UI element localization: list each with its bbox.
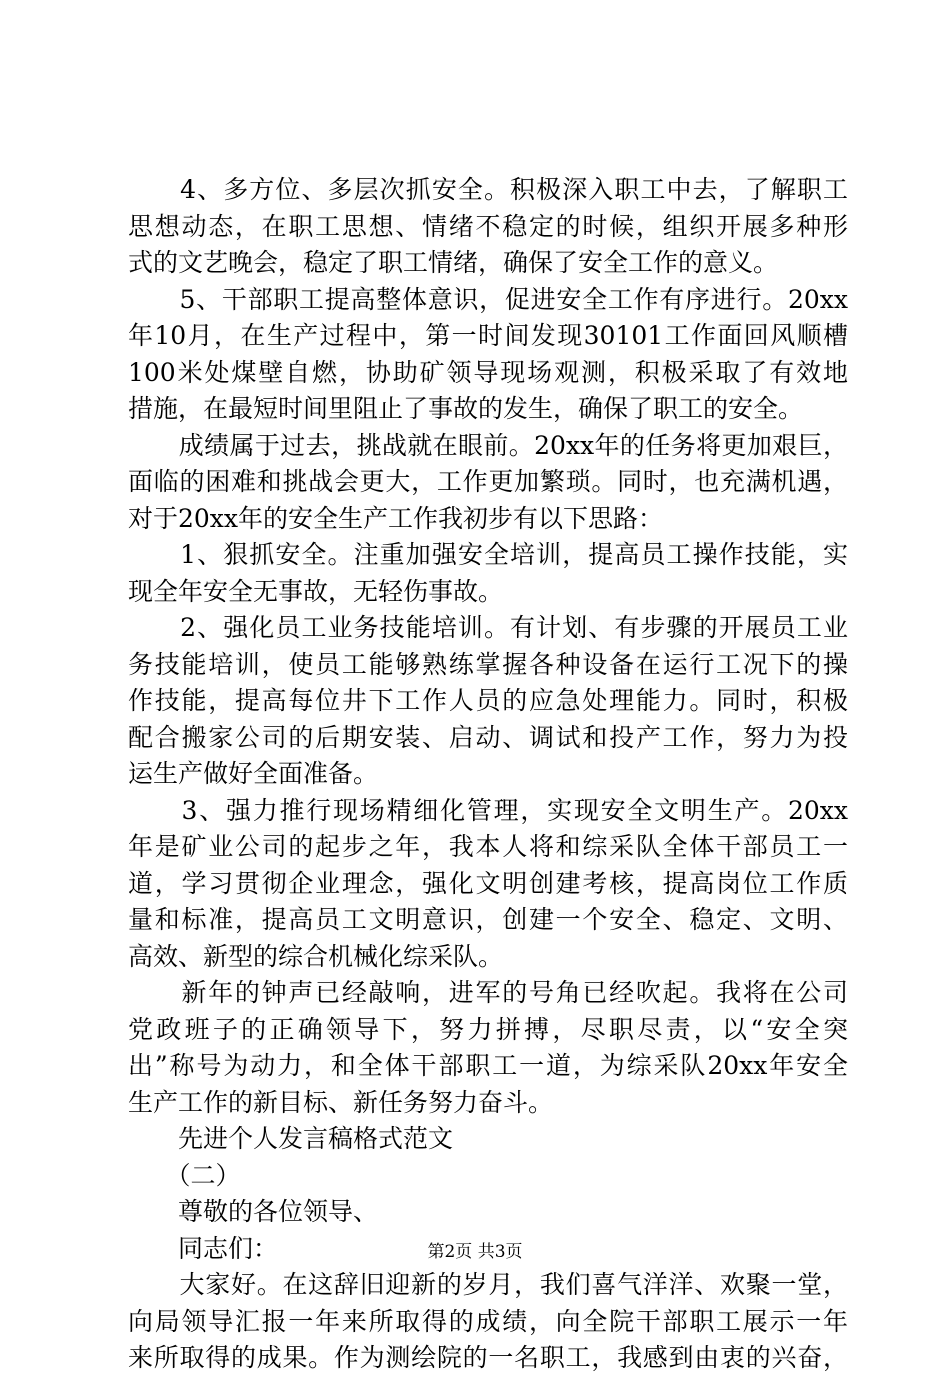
text-line: 出”称号为动力，和全体干部职工一道，为综采队20xx年安全 (128, 1051, 848, 1080)
text-line: 来所取得的成果。作为测绘院的一名职工，我感到由衷的兴奋， (128, 1343, 848, 1372)
text-line: 务技能培训，使员工能够熟练掌握各种设备在运行工况下的操 (128, 649, 848, 679)
text-line: 现全年安全无事故，无轻伤事故。 (128, 576, 504, 606)
text-line: 道，学习贯彻企业理念，强化文明创建考核，提高岗位工作质 (128, 868, 848, 898)
text-line: 4、多方位、多层次抓安全。积极深入职工中去，了解职工 (128, 175, 848, 204)
text-line: 3、强力推行现场精细化管理，实现安全文明生产。20xx (128, 795, 848, 825)
text-line: 式的文艺晚会，稳定了职工情绪，确保了安全工作的意义。 (128, 248, 779, 277)
text-line: 配合搬家公司的后期安装、启动、调试和投产工作，努力为投 (128, 722, 848, 752)
text-line: 1、狠抓安全。注重加强安全培训，提高员工操作技能，实 (128, 540, 848, 569)
text-line: 先进个人发言稿格式范文 (128, 1124, 454, 1153)
text-line: 措施，在最短时间里阻止了事故的发生，确保了职工的安全。 (128, 394, 804, 423)
page-footer: 第2页 共3页 (427, 1242, 523, 1262)
text-line: 新年的钟声已经敲响，进军的号角已经吹起。我将在公司 (128, 978, 848, 1007)
document-body (128, 172, 848, 1377)
text-line: 2、强化员工业务技能培训。有计划、有步骤的开展员工业 (128, 613, 848, 642)
text-line: 量和标准，提高员工文明意识，创建一个安全、稳定、文明、 (128, 905, 848, 934)
text-line: 年10月，在生产过程中，第一时间发现30101工作面回风顺槽 (128, 321, 848, 350)
text-line: 生产工作的新目标、新任务努力奋斗。 (128, 1087, 554, 1117)
text-line: 作技能，提高每位井下工作人员的应急处理能力。同时，积极 (128, 686, 848, 715)
text-line: 100米处煤壁自燃，协助矿领导现场观测，积极采取了有效地 (128, 357, 848, 387)
text-line: 大家好。在这辞旧迎新的岁月，我们喜气洋洋、欢聚一堂， (128, 1270, 848, 1299)
text-line: 面临的困难和挑战会更大，工作更加繁琐。同时，也充满机遇， (128, 467, 848, 496)
text-line: 5、干部职工提高整体意识，促进安全工作有序进行。20xx (128, 284, 848, 314)
text-line: 高效、新型的综合机械化综采队。 (128, 941, 504, 971)
text-line: 党政班子的正确领导下，努力拼搏，尽职尽责，以“安全突 (128, 1014, 848, 1044)
text-line: 对于20xx年的安全生产工作我初步有以下思路： (128, 503, 664, 533)
text-line: 同志们： (128, 1233, 279, 1263)
text-line: 成绩属于过去，挑战就在眼前。20xx年的任务将更加艰巨， (128, 430, 848, 460)
text-line: 思想动态，在职工思想、情绪不稳定的时候，组织开展多种形 (128, 211, 848, 241)
text-line: 运生产做好全面准备。 (128, 759, 379, 788)
text-line: 尊敬的各位领导、 (128, 1197, 379, 1226)
text-line: 年是矿业公司的起步之年，我本人将和综采队全体干部员工一 (128, 832, 848, 861)
text-line: 向局领导汇报一年来所取得的成绩，向全院干部职工展示一年 (128, 1306, 848, 1336)
text-line: （二） (128, 1160, 241, 1190)
